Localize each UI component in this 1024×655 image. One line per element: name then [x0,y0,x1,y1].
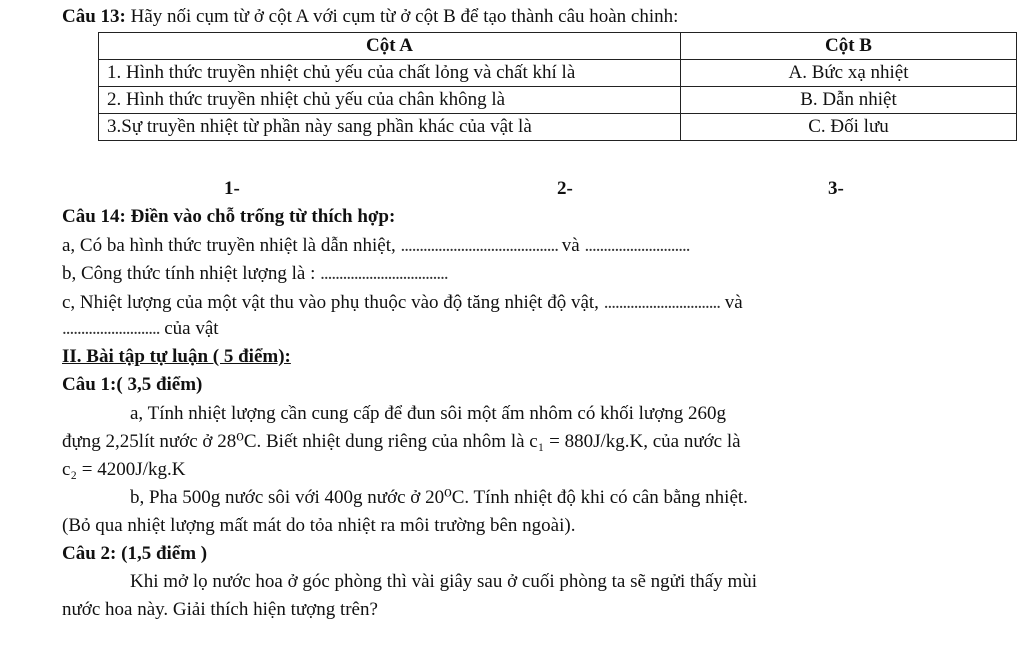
column-b-cell: A. Bức xạ nhiệt [681,60,1017,87]
table-row [99,60,1017,87]
q14-c-text: c, Nhiệt lượng của một vật thu vào phụ thuộc vào độ tăng nhiệt độ vật, [62,292,599,313]
q1-a-line2: đựng 2,25lít nước ở 28⁰C. Biết nhiệt dung riêng của nhôm là c₁ = 880J/kg.K, của nước là [62,431,741,452]
q14-b-text: b, Công thức tính nhiệt lượng là : [62,263,316,284]
blank-field[interactable]: .......................... [62,318,160,339]
column-b-cell: C. Đối lưu [681,114,1017,141]
and-word: và [561,235,580,256]
column-a-cell: 2. Hình thức truyền nhiệt chủ yếu của chân không là [99,87,681,114]
q2-line1: Khi mở lọ nước hoa ở góc phòng thì vài giây sau ở cuối phòng ta sẽ ngửi thấy mùi [130,571,757,592]
matching-table [98,32,1017,141]
q14-a-text: a, Có ba hình thức truyền nhiệt là dẫn nhiệt, [62,235,396,256]
blank-field[interactable]: .......................................... [400,235,562,256]
q14-c-end: của vật [164,318,219,339]
blank-field[interactable]: ............................... [603,292,720,313]
table-row [99,87,1017,114]
q1-b-line1: b, Pha 500g nước sôi với 400g nước ở 20⁰C. Tính nhiệt độ khi có cân bằng nhiệt. [130,487,748,508]
q2-title: Câu 2: (1,5 điểm ) [62,543,208,564]
q13-text: Hãy nối cụm từ ở cột A với cụm từ ở cột B để tạo thành câu hoàn chinh: [130,6,679,27]
answer-slot-1: 1- [224,178,240,199]
q14-b-line [62,263,448,285]
table-header-row [99,33,1017,60]
q1-b-line2: (Bỏ qua nhiệt lượng mất mát do tỏa nhiệt ra môi trường bên ngoài). [62,515,576,536]
q14-c-line [62,292,743,314]
q14-title: Câu 14: Điền vào chỗ trống từ thích hợp: [62,206,396,227]
q14-c-line2 [62,318,219,340]
and-word: và [724,292,743,313]
column-a-header: Cột A [99,33,681,60]
column-a-cell: 1. Hình thức truyền nhiệt chủ yếu của chất lỏng và chất khí là [99,60,681,87]
answer-slot-3: 3- [828,178,844,199]
q14-a-line [62,235,689,257]
column-b-cell: B. Dẫn nhiệt [681,87,1017,114]
q13-label: Câu 13: [62,6,126,27]
q1-title: Câu 1:( 3,5 điểm) [62,374,203,395]
q2-line2: nước hoa này. Giải thích hiện tượng trên? [62,599,378,620]
part2-title: II. Bài tập tự luận ( 5 điểm): [62,346,291,367]
q1-a-line3: c₂ = 4200J/kg.K [62,459,186,480]
column-a-cell: 3.Sự truyền nhiệt từ phần này sang phần khác của vật là [99,114,681,141]
blank-field[interactable]: .................................. [320,263,448,284]
blank-field[interactable]: ............................ [584,235,690,256]
q13-heading [62,6,678,28]
column-b-header: Cột B [681,33,1017,60]
answer-slot-2: 2- [557,178,573,199]
table-row [99,114,1017,141]
q1-a-line1: a, Tính nhiệt lượng cần cung cấp để đun sôi một ấm nhôm có khối lượng 260g [130,403,726,424]
